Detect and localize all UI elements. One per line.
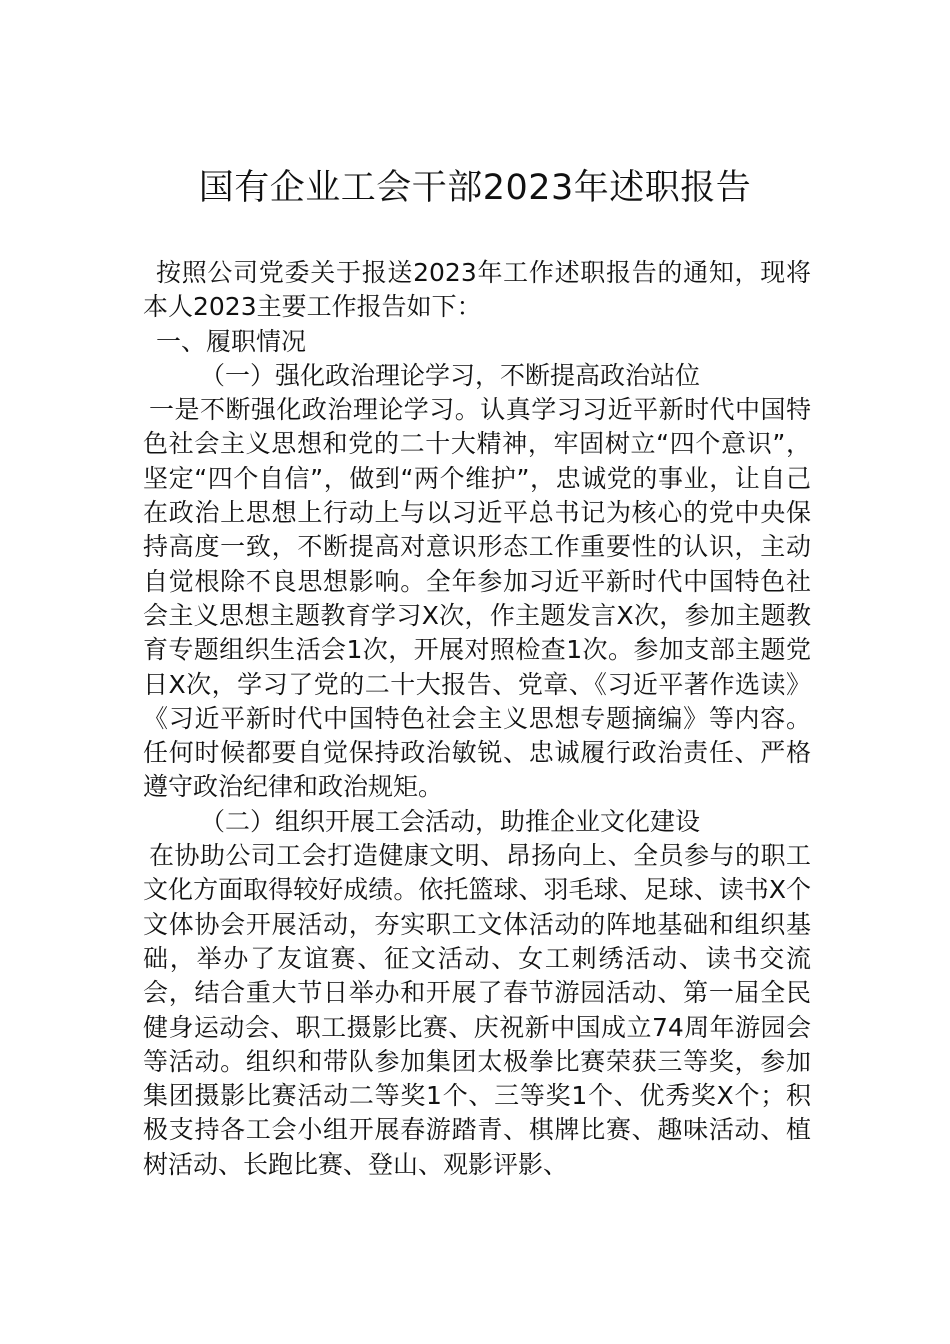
subsection-heading-2: （二）组织开展工会活动，助推企业文化建设 (200, 806, 701, 836)
document-body (143, 256, 811, 1182)
body-paragraph-2: 在协助公司工会打造健康文明、昂扬向上、全员参与的职工文化方面取得较好成绩。依托篮球、羽毛球、足球、读书X个文体协会开展活动，夯实职工文体活动的阵地基础和组织基础，举办了友谊赛、征文活动、女工刺绣活动、读书交流会，结合重大节日举办和开展了春节游园活动、第一届全民健身运动会、职工摄影比赛、庆祝新中国成立74周年游园会等活动。组织和带队参加集团太极拳比赛荣获三等奖，参加集团摄影比赛活动二等奖1个、三等奖1个、优秀奖X个；积极支持各工会小组开展春游踏青、棋牌比赛、趣味活动、植树活动、长跑比赛、登山、观影评影、 (143, 841, 811, 1179)
document-title: 国有企业工会干部2023年述职报告 (198, 168, 752, 208)
subsection-heading-1: （一）强化政治理论学习，不断提高政治站位 (200, 360, 701, 390)
body-paragraph-1: 一是不断强化政治理论学习。认真学习习近平新时代中国特色社会主义思想和党的二十大精神，牢固树立“四个意识”，坚定“四个自信”，做到“两个维护”，忠诚党的事业，让自己在政治上思想上行动上与以习近平总书记为核心的党中央保持高度一致，不断提高对意识形态工作重要性的认识，主动自觉根除不良思想影响。全年参加习近平新时代中国特色社会主义思想主题教育学习X次，作主题发言X次，参加主题教育专题组织生活会1次，开展对照检查1次。参加支部主题党日X次，学习了党的二十大报告、党章、《习近平著作选读》《习近平新时代中国特色社会主义思想专题摘编》等内容。任何时候都要自觉保持政治敏锐、忠诚履行政治责任、严格遵守政治纪律和政治规矩。 (143, 395, 811, 802)
intro-paragraph: 按照公司党委关于报送2023年工作述职报告的通知，现将本人2023主要工作报告如下： (143, 258, 811, 322)
section-heading-1: 一、履职情况 (156, 326, 307, 356)
